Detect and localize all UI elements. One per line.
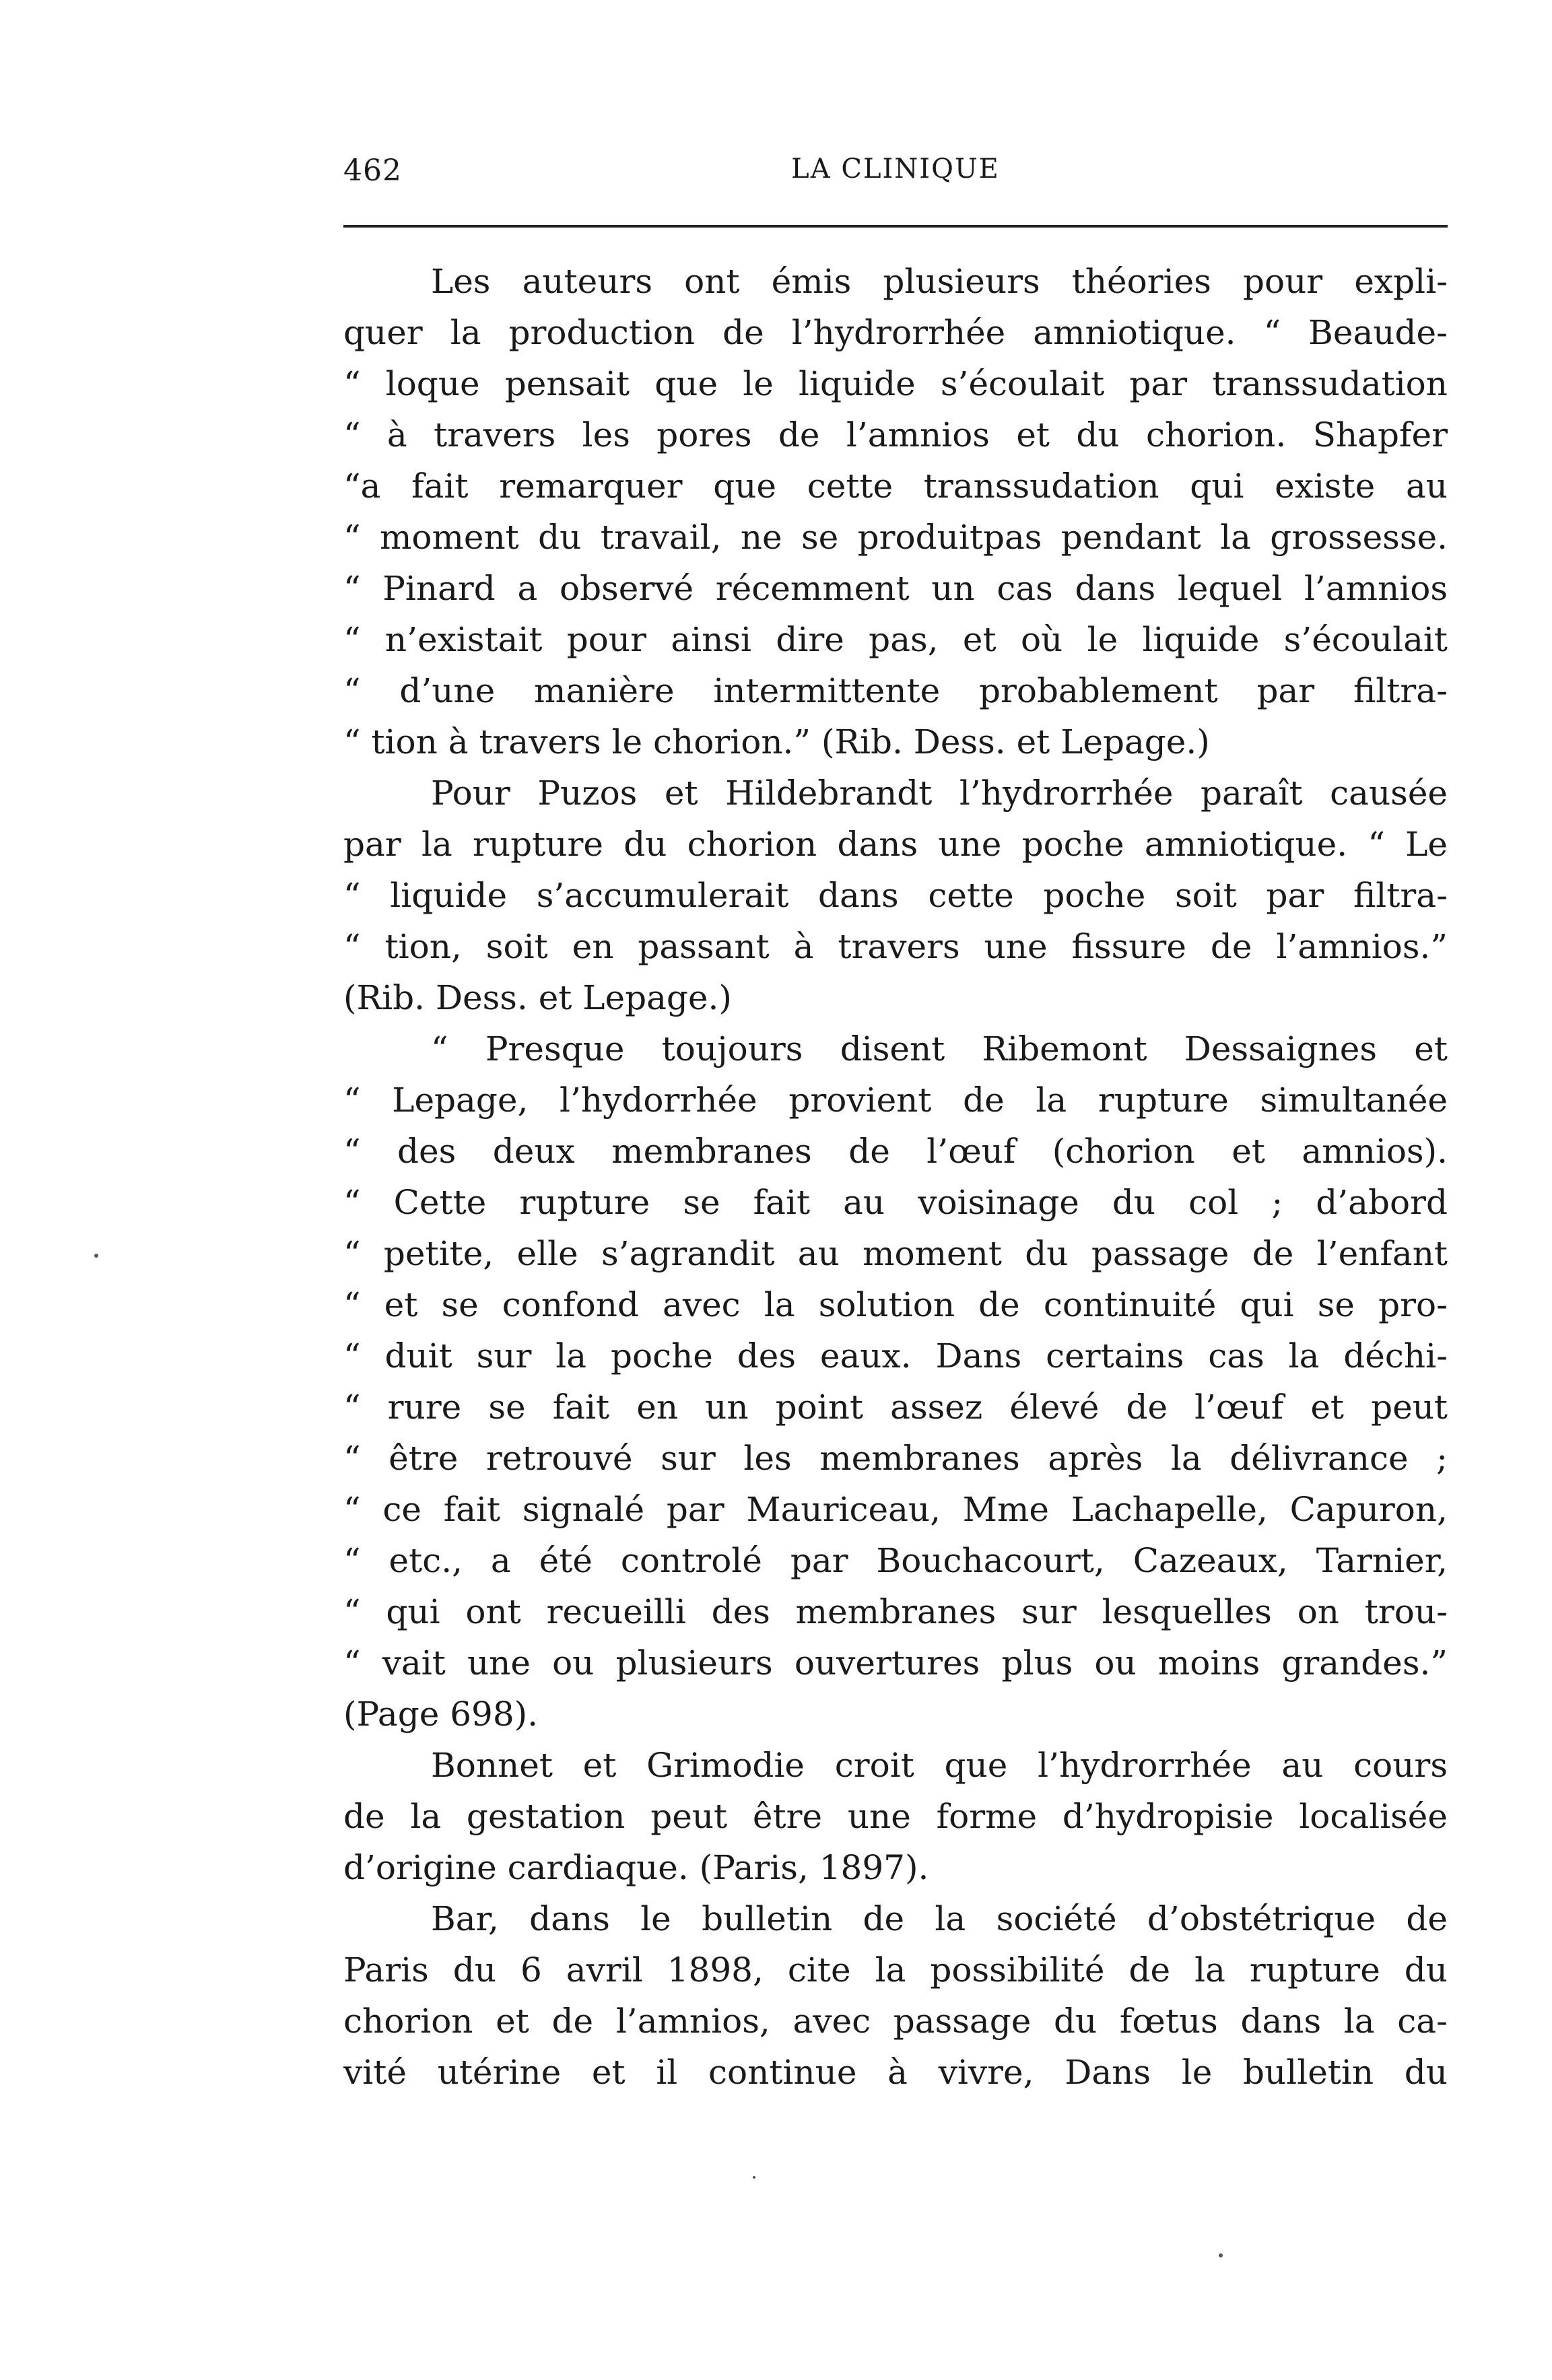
text-line: d’origine cardiaque. (Paris, 1897). [343, 1848, 929, 1887]
text-line: quer la production de l’hydrorrhée amniotique. “ Beaude- [343, 313, 1448, 352]
text-line: “ des deux membranes de l’œuf (chorion et amnios). [343, 1132, 1448, 1171]
text-line: “ être retrouvé sur les membranes après la délivrance ; [343, 1439, 1448, 1478]
text-line: “ Lepage, l’hydorrhée provient de la rupture simultanée [343, 1081, 1448, 1120]
text-line: Les auteurs ont émis plusieurs théories pour expli- [431, 262, 1448, 301]
text-line: “ Presque toujours disent Ribemont Dessaignes et [431, 1029, 1448, 1068]
text-line: “ Cette rupture se fait au voisinage du col ; d’abord [343, 1183, 1448, 1222]
text-line: chorion et de l’amnios, avec passage du fœtus dans la ca- [343, 2002, 1448, 2041]
body-text [343, 256, 1448, 2098]
text-line: “ Pinard a observé récemment un cas dans lequel l’amnios [343, 569, 1448, 608]
text-line: “ et se confond avec la solution de continuité qui se pro- [343, 1285, 1448, 1324]
text-line: “ duit sur la poche des eaux. Dans certains cas la déchi- [343, 1336, 1448, 1375]
text-line: “ tion à travers le chorion.” (Rib. Dess. et Lepage.) [343, 722, 1210, 761]
text-line: “ à travers les pores de l’amnios et du chorion. Shapfer [343, 415, 1448, 454]
text-line: (Page 698). [343, 1695, 539, 1734]
text-line: Bonnet et Grimodie croit que l’hydrorrhée au cours [431, 1746, 1448, 1785]
text-line: “ vait une ou plusieurs ouvertures plus ou moins grandes.” [343, 1643, 1448, 1682]
text-line: “ d’une manière intermittente probablement par filtra- [343, 671, 1448, 710]
text-line: “ tion, soit en passant à travers une fissure de l’amnios.” [343, 927, 1448, 966]
text-line: de la gestation peut être une forme d’hydropisie localisée [343, 1797, 1448, 1836]
text-line: “ liquide s’accumulerait dans cette poche soit par filtra- [343, 876, 1448, 915]
text-line: Paris du 6 avril 1898, cite la possibilité de la rupture du [343, 1950, 1448, 1990]
text-line: “ etc., a été controlé par Bouchacourt, Cazeaux, Tarnier, [343, 1541, 1448, 1580]
text-line: “ n’existait pour ainsi dire pas, et où le liquide s’écoulait [343, 620, 1448, 659]
running-head [343, 154, 1448, 194]
text-line: “ rure se fait en un point assez élevé de l’œuf et peut [343, 1388, 1448, 1427]
text-line: “ ce fait signalé par Mauriceau, Mme Lachapelle, Capuron, [343, 1490, 1448, 1529]
ink-speck [1219, 2253, 1223, 2257]
text-line: par la rupture du chorion dans une poche amniotique. “ Le [343, 825, 1448, 864]
text-line: Bar, dans le bulletin de la société d’obstétrique de [431, 1899, 1448, 1938]
journal-title: LA CLINIQUE [791, 154, 1000, 184]
header-rule [343, 225, 1448, 228]
ink-speck [753, 2176, 755, 2179]
text-line: “ qui ont recueilli des membranes sur lesquelles on trou- [343, 1592, 1448, 1631]
text-line: “a fait remarquer que cette transsudation qui existe au [343, 467, 1448, 506]
text-line: “ petite, elle s’agrandit au moment du passage de l’enfant [343, 1234, 1448, 1273]
text-line: (Rib. Dess. et Lepage.) [343, 978, 732, 1017]
text-line: vité utérine et il continue à vivre, Dans le bulletin du [343, 2053, 1448, 2092]
text-line: “ loque pensait que le liquide s’écoulait par transsudation [343, 364, 1448, 403]
page-number: 462 [343, 154, 402, 188]
text-line: “ moment du travail, ne se produitpas pendant la grossesse. [343, 518, 1448, 557]
text-line: Pour Puzos et Hildebrandt l’hydrorrhée paraît causée [431, 774, 1448, 813]
ink-speck [94, 1254, 98, 1258]
